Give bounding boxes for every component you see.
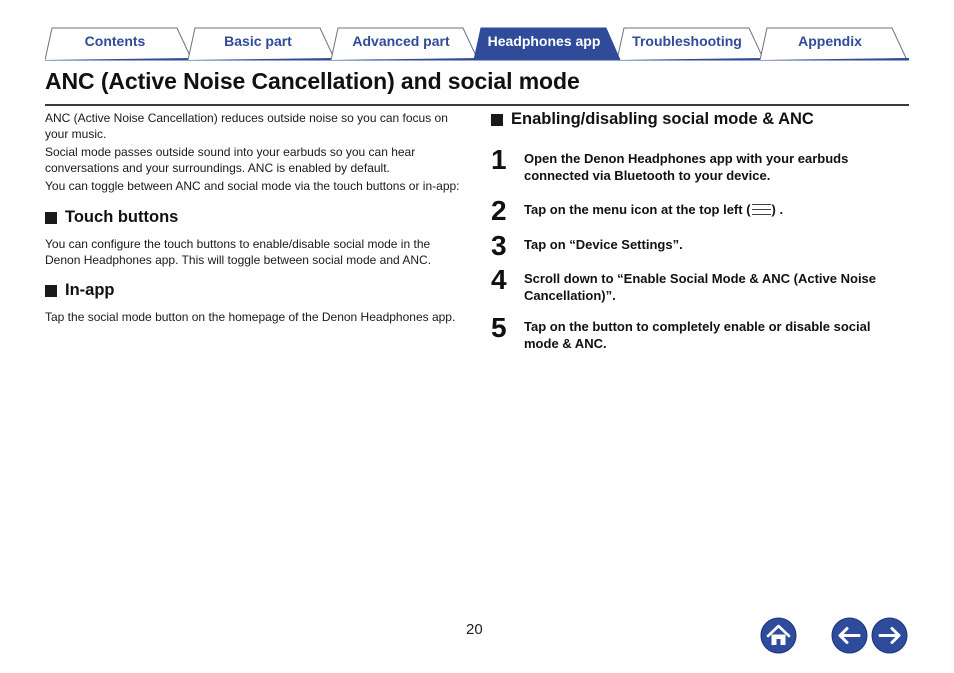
step-number: 4 xyxy=(491,264,506,295)
section-heading-touch-buttons xyxy=(45,208,463,227)
tab-bar xyxy=(45,27,909,62)
step-text xyxy=(524,201,904,218)
arrow-left-icon xyxy=(831,617,868,654)
tab-headphones-app[interactable]: Headphones app xyxy=(487,33,601,49)
tab-basic-part[interactable]: Basic part xyxy=(224,33,292,49)
step-text: Scroll down to “Enable Social Mode & ANC (Active Noise Cancellation)”. xyxy=(524,271,877,303)
intro-paragraph: Social mode passes outside sound into your earbuds so you can hear conversations and your surroundings. ANC is enabled by default. xyxy=(45,145,416,175)
step-text-after: ) . xyxy=(771,202,784,217)
section-heading-in-app xyxy=(45,281,463,300)
tab-troubleshooting[interactable]: Troubleshooting xyxy=(632,33,742,49)
square-bullet-icon xyxy=(45,285,57,297)
step-text: Open the Denon Headphones app with your earbuds connected via Bluetooth to your device. xyxy=(524,151,849,183)
step-number: 5 xyxy=(491,312,506,343)
procedure-heading-label: Enabling/disabling social mode & ANC xyxy=(511,110,814,128)
tab-contents[interactable]: Contents xyxy=(84,33,146,49)
step-number: 1 xyxy=(491,144,506,175)
page-number: 20 xyxy=(466,621,483,638)
section-body: You can configure the touch buttons to enable/disable social mode in the Denon Headphones app. This will toggle between social mode and ANC. xyxy=(45,237,432,267)
section-heading-label: In-app xyxy=(65,281,115,299)
square-bullet-icon xyxy=(491,114,503,126)
step-text: Tap on the button to completely enable or disable social mode & ANC. xyxy=(524,319,871,351)
page-title: ANC (Active Noise Cancellation) and social mode xyxy=(45,68,580,94)
previous-page-button[interactable] xyxy=(831,617,868,654)
intro-paragraph: ANC (Active Noise Cancellation) reduces outside noise so you can focus on your music. xyxy=(45,111,448,141)
home-icon xyxy=(760,617,797,654)
step-text: Tap on “Device Settings”. xyxy=(524,237,683,252)
section-heading-label: Touch buttons xyxy=(65,208,179,226)
menu-icon xyxy=(752,204,771,215)
next-page-button[interactable] xyxy=(871,617,908,654)
intro-paragraph: You can toggle between ANC and social mode via the touch buttons or in-app: xyxy=(45,179,460,193)
home-button[interactable] xyxy=(760,617,797,654)
step-number: 2 xyxy=(491,195,506,226)
intro-column xyxy=(45,110,463,327)
step-text-before: Tap on the menu icon at the top left ( xyxy=(524,202,751,217)
title-divider xyxy=(45,104,909,106)
section-body: Tap the social mode button on the homepage of the Denon Headphones app. xyxy=(45,310,456,324)
step-number: 3 xyxy=(491,230,506,261)
arrow-right-icon xyxy=(871,617,908,654)
square-bullet-icon xyxy=(45,212,57,224)
tab-appendix[interactable]: Appendix xyxy=(798,33,862,49)
tab-advanced-part[interactable]: Advanced part xyxy=(352,33,450,49)
procedure-heading xyxy=(491,110,814,129)
